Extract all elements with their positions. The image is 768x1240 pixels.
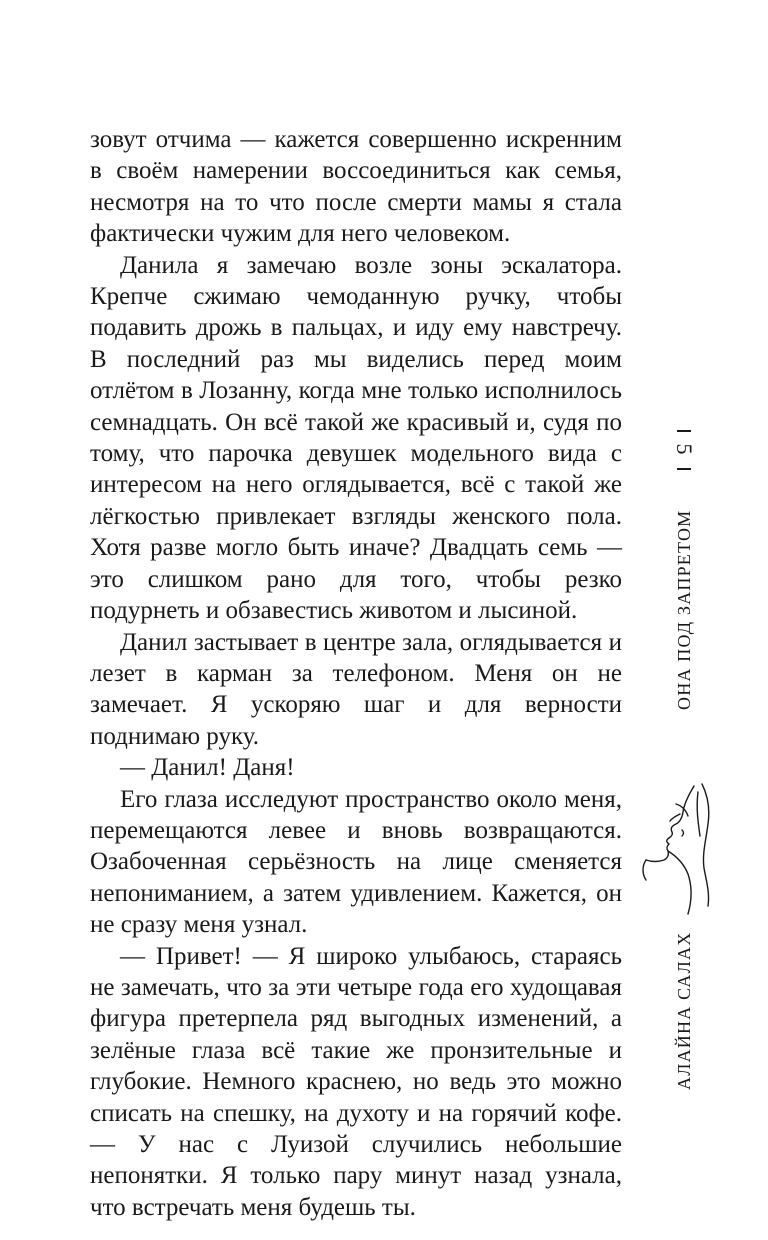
paragraph: Данила я замечаю возле зоны эскалатора. Крепче сжимаю чемоданную ручку, чтобы подавить дрожь в пальцах, и иду ему навстречу. В последний раз мы виделись перед моим отлётом в Лозанну, когда мне только исполнилось семнадцать. Он всё такой же красивый и, судя по тому, что парочка девушек модельного вида с интересом на него оглядывается, всё с такой же лёгкостью привлекает взгляды женского пола. Хотя разве могло быть иначе? Двадцать семь — это слишком рано для того, чтобы резко подурнеть и обзавестись животом и лысиной. <box>90 251 622 625</box>
paragraph: Его глаза исследуют пространство около меня, перемещаются левее и вновь возвращаются. Озабоченная серьёзность на лице сменяется непониманием, а затем удивлением. Кажется, он не сразу меня узнал. <box>90 785 622 939</box>
paragraph-dialogue: — Привет! — Я широко улыбаюсь, стараясь не замечать, что за эти четыре года его худощавая фигура претерпела ряд выгодных изменений, а зелёные глаза всё такие же пронзительные и глубокие. Немного краснею, но ведь это можно списать на спешку, на духоту и на горячий кофе. — У нас с Луизой случились небольшие непонятки. Я только пару минут назад узнала, что встречать меня будешь ты. <box>90 942 622 1221</box>
page-number-value: 5 <box>672 443 697 455</box>
page-number-rule-top <box>677 430 691 432</box>
page-number <box>672 428 697 472</box>
paragraph-dialogue: — Данил! Даня! <box>120 754 295 782</box>
running-head-book-title: ОНА ПОД ЗАПРЕТОМ <box>674 509 694 710</box>
page-number-rule-bottom <box>677 468 691 470</box>
body-text <box>90 124 622 1223</box>
paragraph: Данил застывает в центре зала, оглядывается и лезет в карман за телефоном. Меня он не замечает. Я ускоряю шаг и для верности поднимаю руку. <box>90 628 622 750</box>
running-head-author: АЛАЙНА САЛАХ <box>674 931 694 1090</box>
face-profile-line-art-icon <box>636 782 720 922</box>
paragraph: зовут отчима — кажется совершенно искренним в своём намерении воссоединиться как семья, несмотря на то что после смерти мамы я стала фактически чужим для него человеком. <box>90 126 622 248</box>
